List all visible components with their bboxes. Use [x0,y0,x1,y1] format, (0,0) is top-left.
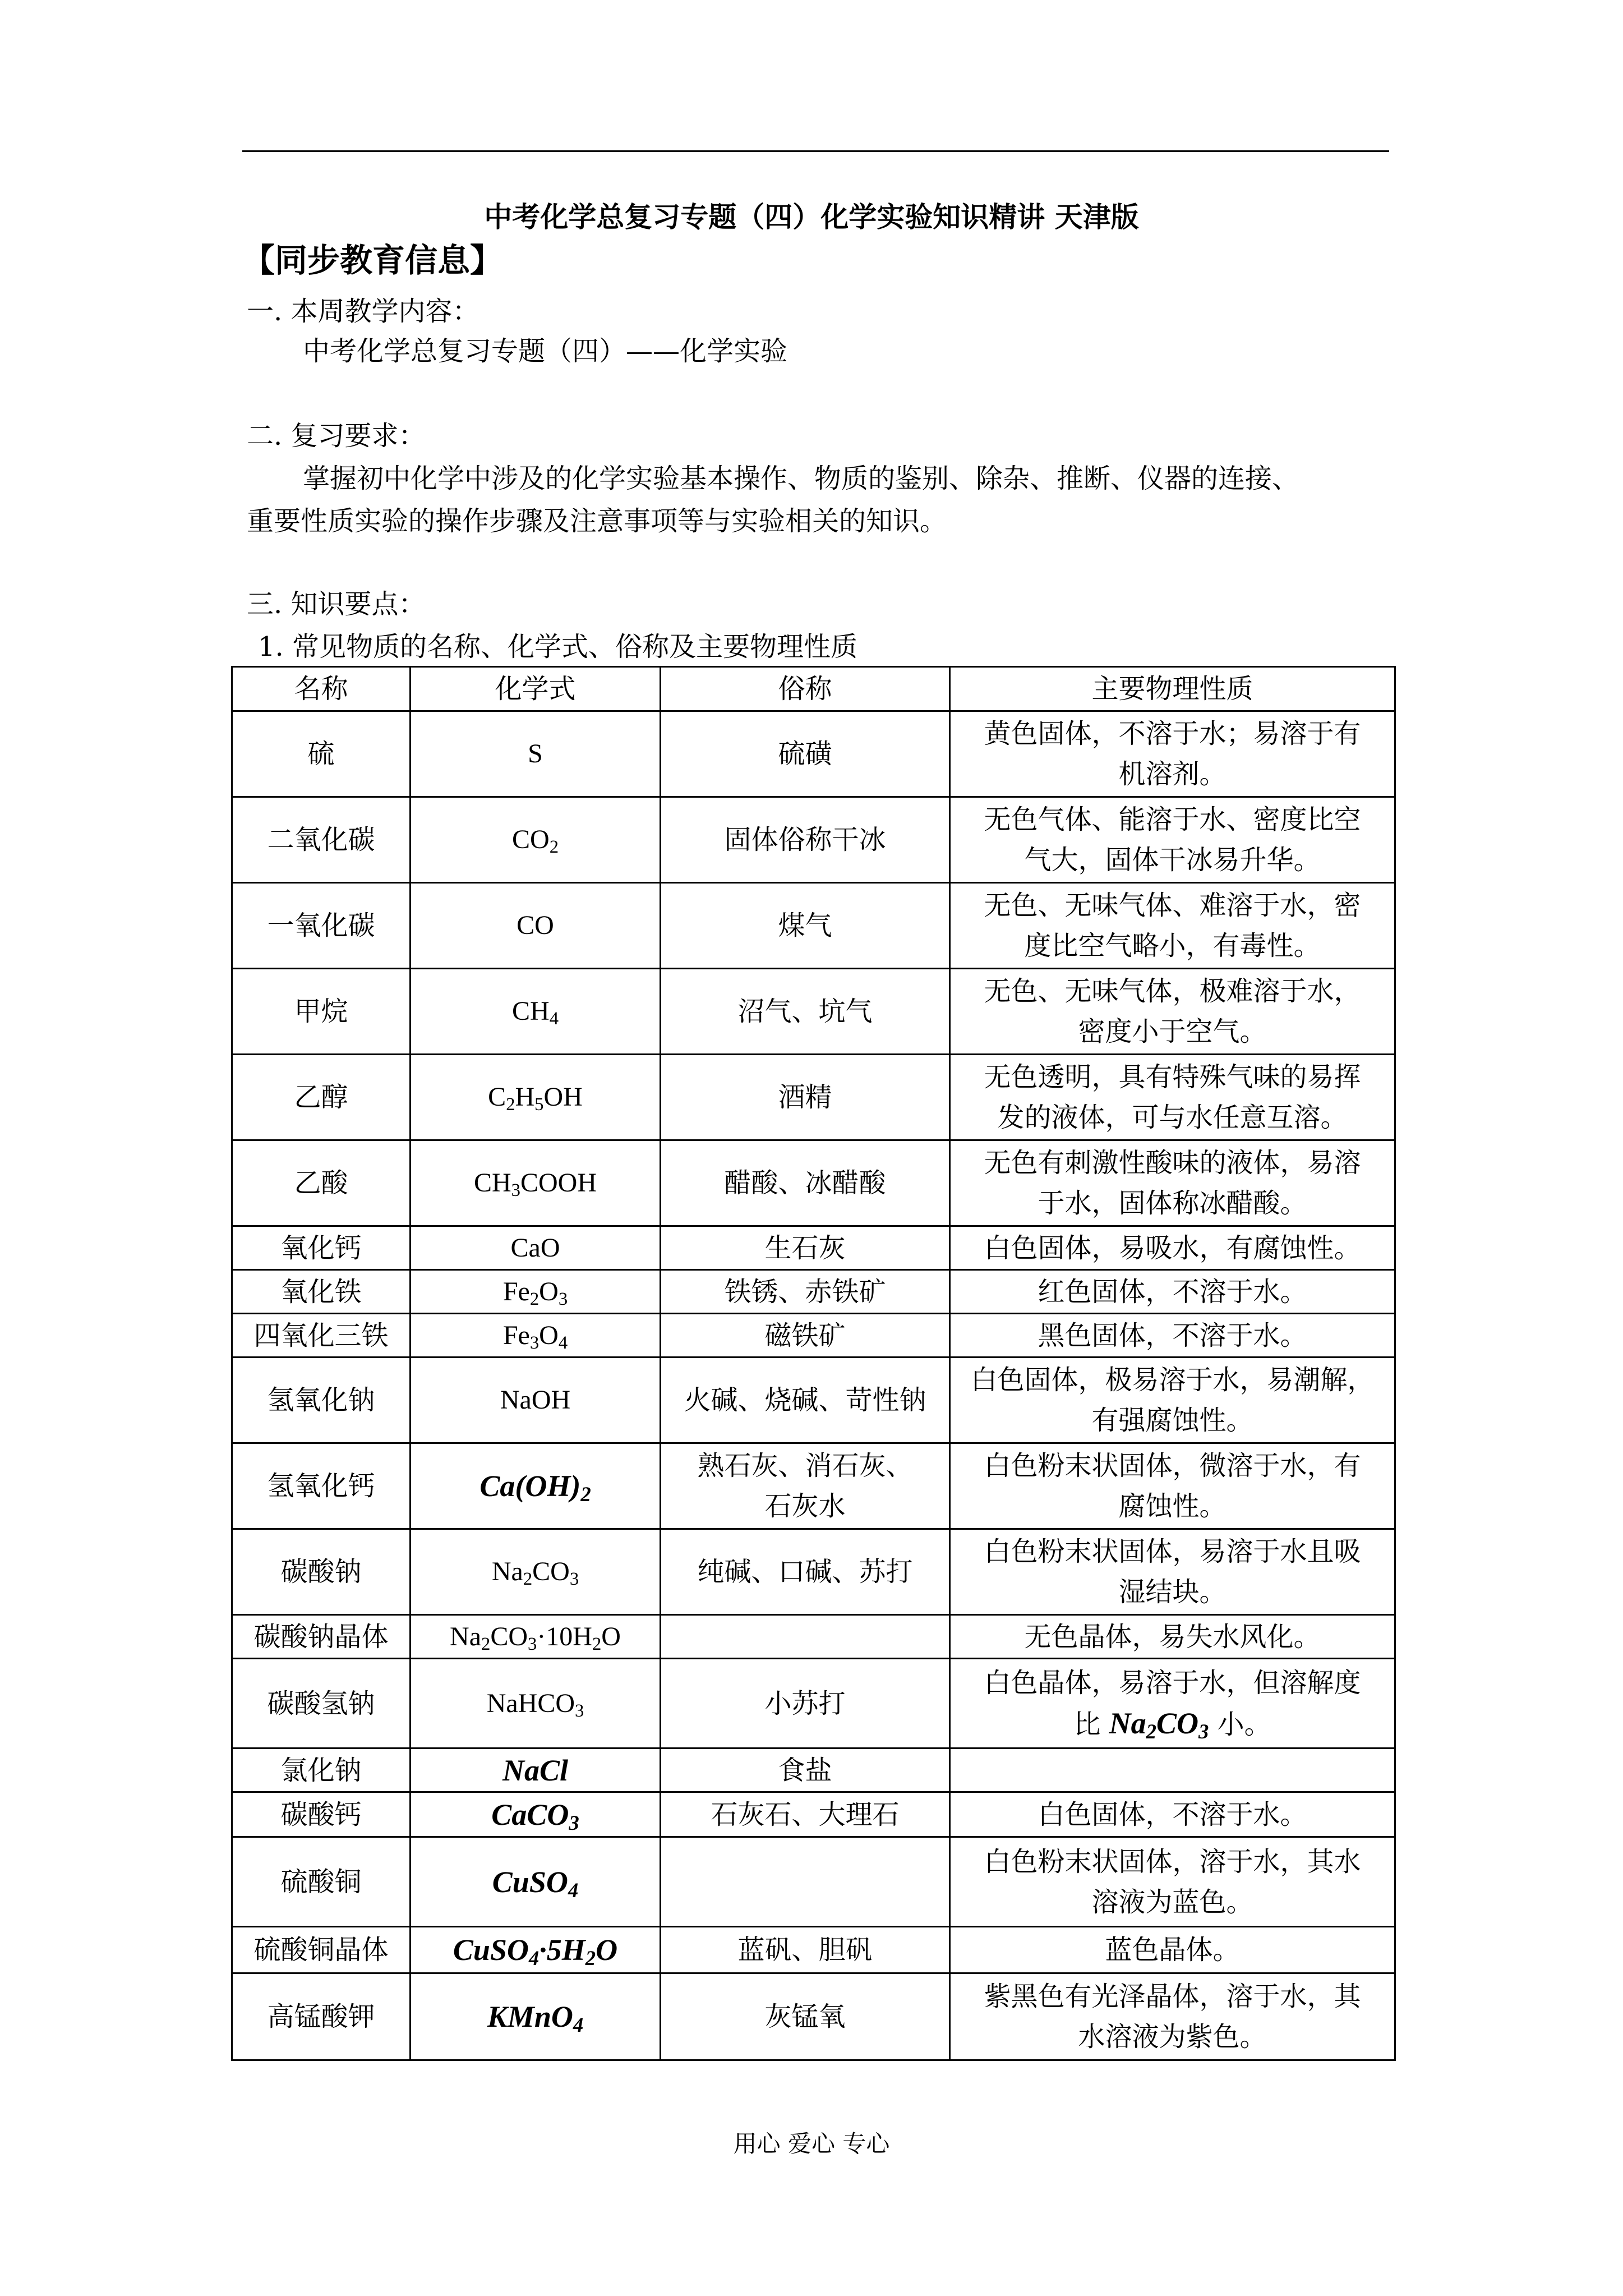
table-row [232,1837,1395,1927]
col-header-properties: 主要物理性质 [950,667,1395,711]
cell-properties: 蓝色晶体。 [950,1927,1395,1973]
cell-properties: 无色、无味气体，极难溶于水， 密度小于空气。 [950,969,1395,1055]
cell-properties: 无色、无味气体、难溶于水，密 度比空气略小，有毒性。 [950,883,1395,969]
cell-common-name [661,1615,950,1659]
cell-common-name: 灰锰氧 [661,1973,950,2060]
cell-properties: 白色粉末状固体，易溶于水且吸 湿结块。 [950,1529,1395,1615]
table-row [232,1615,1395,1659]
cell-name: 碳酸钠晶体 [232,1615,411,1659]
table-row [232,711,1395,797]
table-row [232,1314,1395,1358]
cell-name: 碳酸钙 [232,1792,411,1837]
table-row [232,1055,1395,1140]
col-header-common-name: 俗称 [661,667,950,711]
cell-name: 二氧化碳 [232,797,411,883]
cell-common-name: 生石灰 [661,1226,950,1270]
cell-name: 一氧化碳 [232,883,411,969]
cell-common-name [661,1837,950,1927]
cell-name: 氢氧化钙 [232,1443,411,1529]
document-title: 中考化学总复习专题（四）化学实验知识精讲 天津版 [484,200,1139,233]
cell-name: 硫酸铜晶体 [232,1927,411,1973]
cell-formula: NaOH [411,1358,661,1443]
cell-common-name: 磁铁矿 [661,1314,950,1358]
section-1-body: 中考化学总复习专题（四）——化学实验 [303,335,788,367]
cell-properties: 白色粉末状固体，微溶于水，有 腐蚀性。 [950,1443,1395,1529]
cell-name: 硫酸铜 [232,1837,411,1927]
cell-properties: 白色固体，不溶于水。 [950,1792,1395,1837]
table-row [232,1927,1395,1973]
cell-common-name: 硫磺 [661,711,950,797]
cell-formula: CO [411,883,661,969]
cell-formula: $Fe_2O_3$ [411,1270,661,1314]
cell-name: 碳酸氢钠 [232,1659,411,1749]
cell-formula: $CH_4$ [411,969,661,1055]
section-2-body-line-1: 掌握初中化学中涉及的化学实验基本操作、物质的鉴别、除杂、推断、仪器的连接、 [303,463,1299,494]
table-row [232,1749,1395,1792]
cell-formula: CaCO$_3$ [411,1792,661,1837]
cell-formula: $C_2H_5OH$ [411,1055,661,1140]
cell-name: 氧化铁 [232,1270,411,1314]
cell-name: 硫 [232,711,411,797]
cell-formula: $Fe_3O_4$ [411,1314,661,1358]
cell-properties: 黑色固体，不溶于水。 [950,1314,1395,1358]
cell-formula: KMnO$_4$ [411,1973,661,2060]
cell-common-name: 小苏打 [661,1659,950,1749]
cell-properties: 无色晶体，易失水风化。 [950,1615,1395,1659]
cell-properties: 无色透明，具有特殊气味的易挥 发的液体，可与水任意互溶。 [950,1055,1395,1140]
substance-properties-table [231,666,1396,2061]
cell-common-name: 熟石灰、消石灰、 石灰水 [661,1443,950,1529]
cell-common-name: 蓝矾、胆矾 [661,1927,950,1973]
section-header: 【同步教育信息】 [242,241,503,279]
cell-properties: 白色粉末状固体，溶于水，其水 溶液为蓝色。 [950,1837,1395,1927]
cell-properties [950,1749,1395,1792]
cell-common-name: 固体俗称干冰 [661,797,950,883]
table-row [232,1973,1395,2060]
cell-formula: S [411,711,661,797]
table-row [232,1358,1395,1443]
table-row [232,1140,1395,1226]
cell-common-name: 食盐 [661,1749,950,1792]
cell-properties: 紫黑色有光泽晶体，溶于水，其 水溶液为紫色。 [950,1973,1395,2060]
section-3-heading: 三. 知识要点： [247,588,426,620]
cell-formula: $CuSO_4\cdot 5H_2O$ [411,1927,661,1973]
section-2-heading: 二. 复习要求： [247,420,426,452]
table-row [232,1529,1395,1615]
cell-properties: 无色气体、能溶于水、密度比空 气大，固体干冰易升华。 [950,797,1395,883]
cell-name: 氯化钠 [232,1749,411,1792]
cell-common-name: 醋酸、冰醋酸 [661,1140,950,1226]
cell-formula: $Na_2CO_3$ [411,1529,661,1615]
header-rule [242,150,1389,152]
table-row [232,1226,1395,1270]
cell-common-name: 酒精 [661,1055,950,1140]
cell-formula: CuSO$_4$ [411,1837,661,1927]
table-row [232,797,1395,883]
cell-properties: 白色固体，易吸水，有腐蚀性。 [950,1226,1395,1270]
page-footer: 用心 爱心 专心 [733,2130,890,2157]
cell-name: 甲烷 [232,969,411,1055]
cell-properties: 黄色固体，不溶于水；易溶于有 机溶剂。 [950,711,1395,797]
section-2-body-line-2: 重要性质实验的操作步骤及注意事项等与实验相关的知识。 [247,505,947,537]
cell-properties: 白色晶体，易溶于水，但溶解度 比 $Na_2CO_3$ 小。 [950,1659,1395,1749]
cell-formula: NaCl [411,1749,661,1792]
cell-formula: $Na_2CO_3\cdot 10H_2O$ [411,1615,661,1659]
table-row [232,1792,1395,1837]
table-row [232,1443,1395,1529]
table-header-row [232,667,1395,711]
cell-common-name: 铁锈、赤铁矿 [661,1270,950,1314]
cell-formula: $CO_2$ [411,797,661,883]
cell-common-name: 纯碱、口碱、苏打 [661,1529,950,1615]
section-1-heading: 一. 本周教学内容： [247,296,479,327]
cell-name: 四氧化三铁 [232,1314,411,1358]
cell-name: 高锰酸钾 [232,1973,411,2060]
cell-name: 氢氧化钠 [232,1358,411,1443]
table-row [232,969,1395,1055]
cell-properties: 红色固体，不溶于水。 [950,1270,1395,1314]
cell-common-name: 沼气、坑气 [661,969,950,1055]
section-3-item-1: 1. 常见物质的名称、化学式、俗称及主要物理性质 [258,631,858,662]
table-row [232,883,1395,969]
col-header-formula: 化学式 [411,667,661,711]
cell-formula: CaO [411,1226,661,1270]
cell-formula: $Ca(OH)_2$ [411,1443,661,1529]
cell-common-name: 石灰石、大理石 [661,1792,950,1837]
cell-properties: 无色有刺激性酸味的液体，易溶 于水，固体称冰醋酸。 [950,1140,1395,1226]
cell-name: 碳酸钠 [232,1529,411,1615]
table-row [232,1659,1395,1749]
cell-common-name: 煤气 [661,883,950,969]
table-row [232,1270,1395,1314]
cell-common-name: 火碱、烧碱、苛性钠 [661,1358,950,1443]
cell-properties: 白色固体，极易溶于水，易潮解， 有强腐蚀性。 [950,1358,1395,1443]
cell-name: 乙醇 [232,1055,411,1140]
cell-formula: NaHCO$_3$ [411,1659,661,1749]
cell-name: 氧化钙 [232,1226,411,1270]
cell-formula: $CH_3COOH$ [411,1140,661,1226]
col-header-name: 名称 [232,667,411,711]
cell-name: 乙酸 [232,1140,411,1226]
